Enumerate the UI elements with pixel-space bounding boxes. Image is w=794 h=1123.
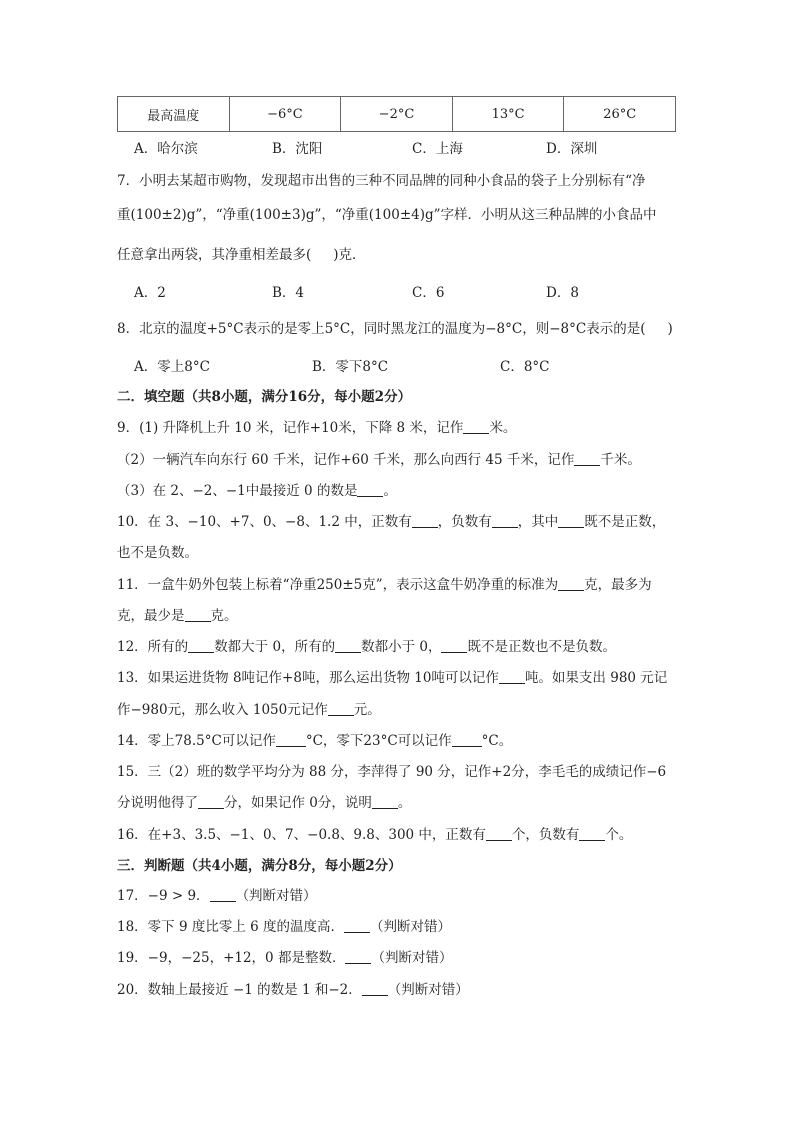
- q14-blank-2[interactable]: [452, 732, 482, 747]
- q8-option-b[interactable]: B．零下8°C: [312, 359, 389, 375]
- q10-line2: 也不是负数。: [117, 545, 198, 561]
- q11-line1: [117, 575, 652, 595]
- q11-text-a: 11．一盒牛奶外包装上标着“净重250±5克”，表示这盒牛奶净重的标准为: [117, 577, 559, 593]
- table-cell: −2°C: [341, 97, 453, 132]
- q14-text-c: °C。: [481, 733, 513, 749]
- q7-line2: 重(100±2)g”，“净重(100±3)g”，“净重(100±4)g”字样．小明从这三种品牌的小食品中: [117, 207, 657, 223]
- q9-part1-blank[interactable]: [463, 419, 489, 434]
- table-row-header: 最高温度: [118, 97, 230, 132]
- q15-blank-1[interactable]: [198, 794, 224, 809]
- q9-part3-text: （3）在 2、−2、−1中最接近 0 的数是: [117, 483, 358, 499]
- q13-blank-1[interactable]: [499, 669, 525, 684]
- q7-option-d[interactable]: D．8: [546, 285, 579, 301]
- q7-option-b[interactable]: B．4: [272, 285, 305, 301]
- q12-blank-2[interactable]: [335, 638, 361, 653]
- q9-part1-tail: 米。: [489, 420, 517, 436]
- q17-text: 17．−9 > 9．: [117, 888, 210, 904]
- q13-line2: [117, 700, 381, 720]
- q16-line: [117, 825, 632, 845]
- table-cell: 13°C: [452, 97, 564, 132]
- q12-blank-1[interactable]: [188, 638, 214, 653]
- q18-line: [117, 917, 451, 937]
- q9-part1-text: 9．(1) 升降机上升 10 米，记作+10米，下降 8 米，记作: [117, 420, 464, 436]
- q20-text: 20．数轴上最接近 −1 的数是 1 和−2．: [117, 982, 362, 998]
- q9-part3: [117, 481, 397, 501]
- q14-line: [117, 731, 512, 751]
- q9-part3-blank[interactable]: [357, 482, 383, 497]
- q10-text-a: 10．在 3、−10、+7、0、−8、1.2 中，正数有: [117, 514, 412, 530]
- q19-line: [117, 948, 452, 968]
- q10-text-b: ，负数有: [437, 514, 492, 530]
- q7-line1: 7．小明去某超市购物，发现超市出售的三种不同品牌的同种小食品的袋子上分别标有“净: [117, 173, 646, 189]
- q15-line2: [117, 793, 411, 813]
- q12-text-c: 数都小于 0，: [361, 639, 442, 655]
- q12-blank-3[interactable]: [441, 638, 467, 653]
- q13-blank-2[interactable]: [328, 701, 354, 716]
- q16-text-c: 个。: [605, 827, 633, 843]
- q20-blank[interactable]: [362, 981, 388, 996]
- q14-blank-1[interactable]: [276, 732, 306, 747]
- q8-tail: ): [667, 321, 673, 337]
- q13-text-c: 作−980元，那么收入 1050元记作: [117, 702, 328, 718]
- q11-text-d: 克。: [210, 608, 238, 624]
- q11-blank-standard[interactable]: [558, 576, 584, 591]
- q12-text-a: 12．所有的: [117, 639, 189, 655]
- q13-text-d: 元。: [353, 702, 381, 718]
- q9-part1: [117, 418, 516, 438]
- q13-text-b: 吨。如果支出 980 元记: [524, 670, 668, 686]
- q12-text-b: 数都大于 0，所有的: [214, 639, 336, 655]
- table-row: [118, 97, 676, 132]
- q6-option-d[interactable]: D．深圳: [546, 141, 598, 157]
- q18-tail: （判断对错）: [370, 919, 452, 935]
- q11-text-c: 克，最少是: [117, 608, 185, 624]
- q10-blank-negative[interactable]: [492, 513, 518, 528]
- q16-text-b: 个，负数有: [511, 827, 580, 843]
- q7-line3: [117, 245, 366, 265]
- section2-heading: 二．填空题（共8小题，满分16分，每小题2分）: [117, 389, 412, 405]
- q7-option-a[interactable]: A．2: [134, 285, 166, 301]
- q15-blank-2[interactable]: [372, 794, 398, 809]
- q13-text-a: 13．如果运进货物 8吨记作+8吨，那么运出货物 10吨可以记作: [117, 670, 499, 686]
- q12-text-d: 既不是正数也不是负数。: [467, 639, 616, 655]
- q6-option-b[interactable]: B．沈阳: [272, 141, 323, 157]
- q17-tail: （判断对错）: [235, 888, 317, 904]
- q10-blank-positive[interactable]: [412, 513, 438, 528]
- q16-blank-negative[interactable]: [579, 826, 605, 841]
- q10-text-c: ，其中: [517, 514, 559, 530]
- q10-text-d: 既不是正数，: [584, 514, 666, 530]
- q9-part2-tail: 千米。: [600, 452, 641, 468]
- q6-option-c[interactable]: C．上海: [412, 141, 463, 157]
- q19-blank[interactable]: [345, 949, 371, 964]
- q6-option-a[interactable]: A．哈尔滨: [134, 141, 198, 157]
- q18-blank[interactable]: [344, 918, 370, 933]
- q9-part2: [117, 450, 641, 470]
- table-cell: 26°C: [564, 97, 676, 132]
- q15-line1: 15．三（2）班的数学平均分为 88 分，李萍得了 90 分，记作+2分，李毛毛的成绩记作−6: [117, 764, 667, 780]
- q20-line: [117, 980, 469, 1000]
- q7-option-c[interactable]: C．6: [412, 285, 445, 301]
- q8-line: [117, 319, 673, 339]
- q10-line1: [117, 512, 665, 532]
- q11-blank-min[interactable]: [185, 607, 211, 622]
- temperature-table: [117, 96, 676, 132]
- q14-text-a: 14．零上78.5°C可以记作: [117, 733, 276, 749]
- q9-part3-tail: 。: [383, 483, 397, 499]
- q11-line2: [117, 606, 238, 626]
- q19-tail: （判断对错）: [371, 950, 453, 966]
- q9-part2-blank[interactable]: [574, 451, 600, 466]
- section3-heading: 三．判断题（共4小题，满分8分，每小题2分）: [117, 858, 402, 874]
- q8-option-a[interactable]: A．零上8°C: [134, 359, 210, 375]
- q20-tail: （判断对错）: [387, 982, 469, 998]
- q18-text: 18．零下 9 度比零上 6 度的温度高．: [117, 919, 345, 935]
- q15-text-a: 分说明他得了: [117, 795, 198, 811]
- q7-line3-text: 任意拿出两袋，其净重相差最多(: [117, 247, 312, 263]
- q19-text: 19．−9，−25，+12，0 都是整数．: [117, 950, 346, 966]
- q8-option-c[interactable]: C．8°C: [500, 359, 550, 375]
- q17-blank[interactable]: [210, 887, 236, 902]
- q15-text-b: 分，如果记作 0分，说明: [224, 795, 372, 811]
- q8-text: 8．北京的温度+5°C表示的是零上5°C，同时黑龙江的温度为−8°C，则−8°C表示的是(: [117, 321, 646, 337]
- q10-blank-neither[interactable]: [558, 513, 584, 528]
- q16-text-a: 16．在+3、3.5、−1、0、7、−0.8、9.8、300 中，正数有: [117, 827, 486, 843]
- q15-text-c: 。: [397, 795, 412, 811]
- table-cell: −6°C: [229, 97, 341, 132]
- q12-line: [117, 637, 616, 657]
- q16-blank-positive[interactable]: [486, 826, 512, 841]
- q7-line3-tail: )克．: [333, 247, 366, 263]
- q13-line1: [117, 668, 667, 688]
- q9-part2-text: （2）一辆汽车向东行 60 千米，记作+60 千米，那么向西行 45 千米，记作: [117, 452, 575, 468]
- q14-text-b: °C，零下23°C可以记作: [305, 733, 452, 749]
- q11-text-b: 克，最多为: [584, 577, 652, 593]
- q17-line: [117, 886, 317, 906]
